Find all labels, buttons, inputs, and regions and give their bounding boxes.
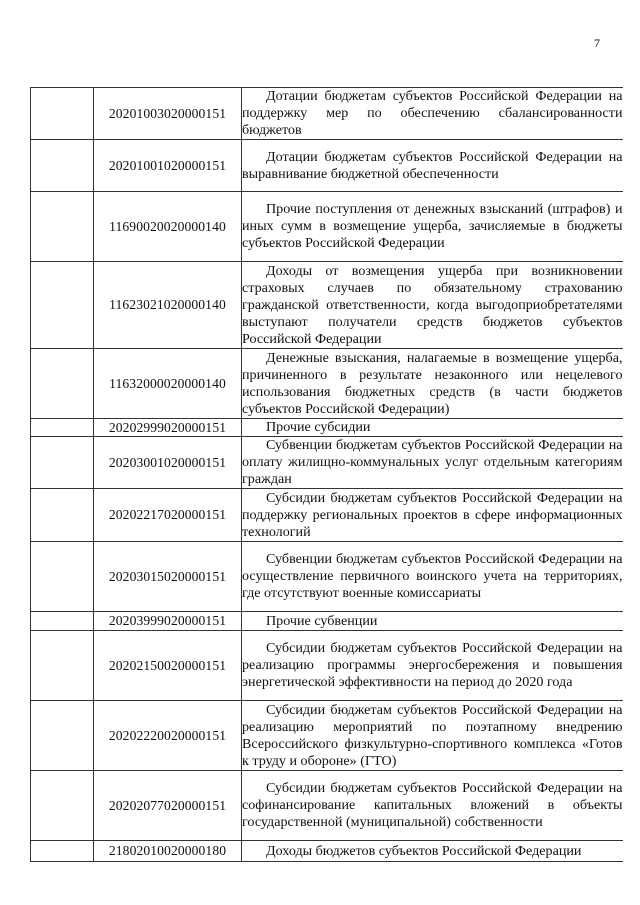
blank-cell (31, 349, 94, 419)
budget-code-cell: 11623021020000140 (94, 262, 242, 349)
blank-cell (31, 192, 94, 262)
description-cell: Субсидии бюджетам субъектов Российской Федерации на реализацию мероприятий по поэтапному внедрению Всероссийского физкультурно-спортивного комплекса «Готов к труду и обороне» (ГТО) (242, 701, 623, 769)
description-cell: Дотации бюджетам субъектов Российской Федерации на выравнивание бюджетной обеспеченности (242, 140, 623, 192)
blank-cell (31, 542, 94, 612)
budget-code-cell: 20202077020000151 (94, 771, 242, 841)
table-row (31, 771, 623, 841)
description-cell: Субсидии бюджетам субъектов Российской Федерации на поддержку региональных проектов в сфере информационных технологий (242, 489, 623, 540)
description-cell: Субсидии бюджетам субъектов Российской Федерации на реализацию программы энергосбережения и повышения энергетической эффективности на период до 2020 года (242, 631, 623, 701)
table-row (31, 841, 623, 862)
budget-code-cell: 20201001020000151 (94, 140, 242, 192)
description-cell: Прочие поступления от денежных взысканий (штрафов) и иных сумм в возмещение ущерба, зачисляемые в бюджеты субъектов Российской Федерации (242, 192, 623, 262)
table-body (31, 88, 623, 862)
blank-cell (31, 631, 94, 701)
blank-cell (31, 262, 94, 349)
table-row (31, 88, 623, 140)
table-row (31, 349, 623, 419)
description-cell: Прочие субвенции (242, 612, 623, 631)
budget-code-cell: 21802010020000180 (94, 841, 242, 862)
blank-cell (31, 88, 94, 140)
description-cell: Субвенции бюджетам субъектов Российской Федерации на оплату жилищно-коммунальных услуг отдельным категориям граждан (242, 437, 623, 487)
budget-code-cell: 20202150020000151 (94, 631, 242, 701)
budget-code-cell: 11632000020000140 (94, 349, 242, 419)
table-row (31, 542, 623, 612)
page-number: 7 (594, 36, 600, 50)
description-cell: Доходы бюджетов субъектов Российской Федерации (242, 841, 623, 862)
budget-codes-table (30, 87, 623, 862)
description-cell: Доходы от возмещения ущерба при возникновении страховых случаев по обязательному страхованию гражданской ответственности, когда выгодоприобретателями выступают получатели средств бюджетов субъектов Российской Федерации (242, 262, 623, 347)
table-row (31, 701, 623, 771)
description-cell: Денежные взыскания, налагаемые в возмещение ущерба, причиненного в результате незаконного или нецелевого использования бюджетных средств (в части бюджетов субъектов Российской Федерации) (242, 349, 623, 417)
budget-code-cell: 20202220020000151 (94, 701, 242, 771)
blank-cell (31, 612, 94, 631)
budget-code-cell: 20202217020000151 (94, 489, 242, 542)
table-row (31, 489, 623, 542)
blank-cell (31, 489, 94, 542)
budget-code-cell: 20201003020000151 (94, 88, 242, 140)
table-row (31, 419, 623, 437)
table-row (31, 140, 623, 192)
description-cell: Субсидии бюджетам субъектов Российской Федерации на софинансирование капитальных вложений в объекты государственной (муниципальной) собственности (242, 771, 623, 841)
blank-cell (31, 841, 94, 862)
blank-cell (31, 140, 94, 192)
table-row (31, 631, 623, 701)
budget-codes-table-container (30, 87, 623, 862)
description-cell: Дотации бюджетам субъектов Российской Федерации на поддержку мер по обеспечению сбалансированности бюджетов (242, 88, 623, 138)
table-row (31, 612, 623, 631)
table-row (31, 437, 623, 489)
budget-code-cell: 20203015020000151 (94, 542, 242, 612)
blank-cell (31, 771, 94, 841)
budget-code-cell: 20202999020000151 (94, 419, 242, 437)
budget-code-cell: 20203001020000151 (94, 437, 242, 489)
blank-cell (31, 419, 94, 437)
budget-code-cell: 20203999020000151 (94, 612, 242, 631)
description-cell: Прочие субсидии (242, 419, 623, 437)
table-row (31, 192, 623, 262)
blank-cell (31, 701, 94, 771)
description-cell: Субвенции бюджетам субъектов Российской Федерации на осуществление первичного воинского учета на территориях, где отсутствуют военные комиссариаты (242, 542, 623, 612)
blank-cell (31, 437, 94, 489)
budget-code-cell: 11690020020000140 (94, 192, 242, 262)
table-row (31, 262, 623, 349)
